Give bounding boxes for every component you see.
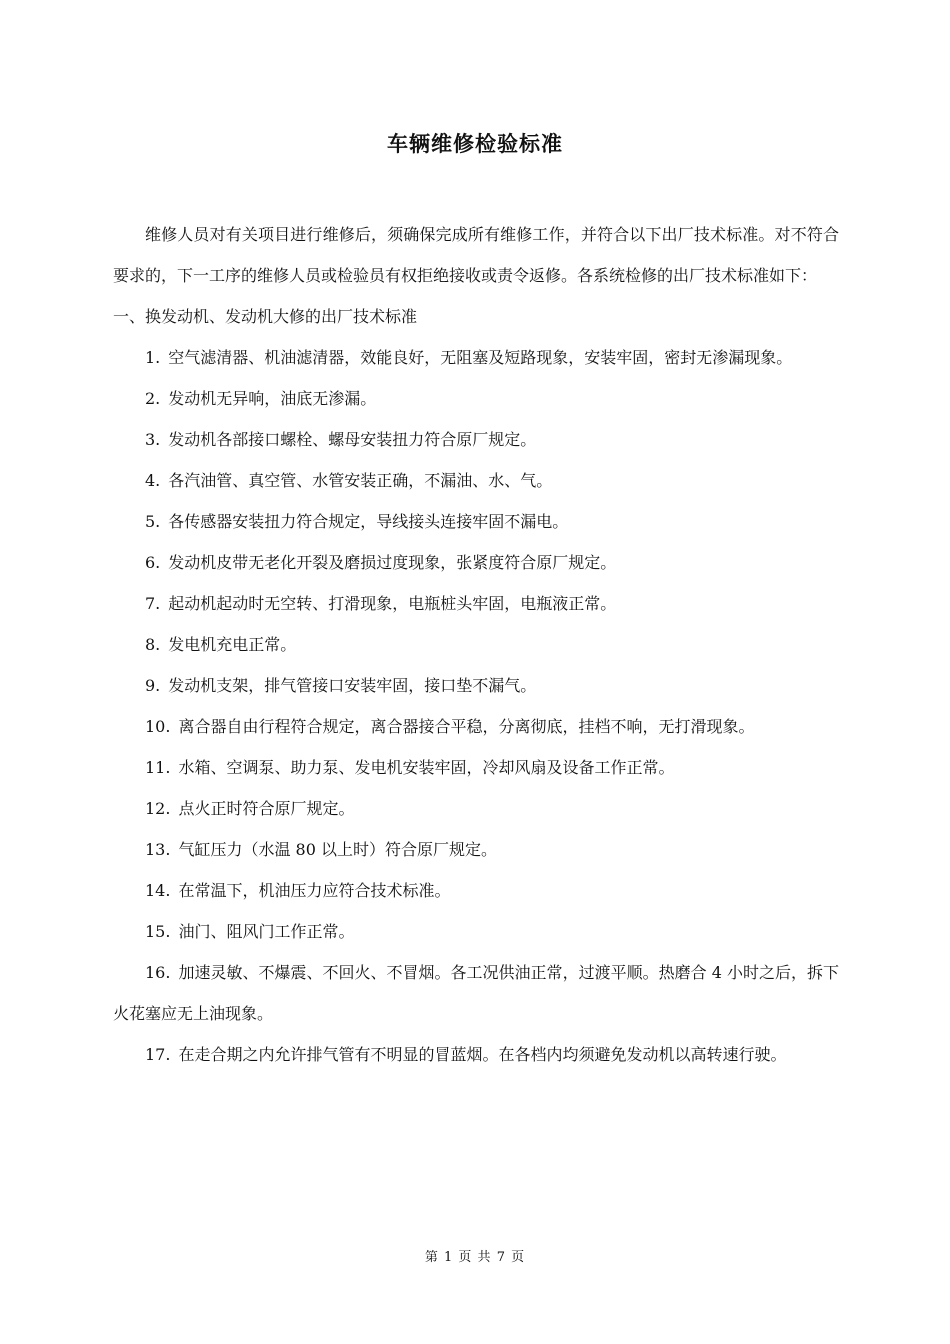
list-item-number: 7. [145,594,161,613]
list-item-number: 6. [145,553,161,572]
list-item-text: 空气滤清器、机油滤清器，效能良好，无阻塞及短路现象，安装牢固，密封无渗漏现象。 [168,348,793,367]
list-item-text: 加速灵敏、不爆震、不回火、不冒烟。各工况供油正常，过渡平顺。热磨合 4 小时之后，拆下火花塞应无上油现象。 [113,963,839,1023]
list-item-number: 13. [145,840,171,859]
list-item [113,583,839,624]
list-item-number: 15. [145,922,171,941]
list-item-text: 发电机充电正常。 [168,635,297,654]
list-item-number: 8. [145,635,161,654]
list-item-number: 16. [145,963,171,982]
list-item-number: 3. [145,430,161,449]
list-item-text: 水箱、空调泵、助力泵、发电机安装牢固，冷却风扇及设备工作正常。 [178,758,675,777]
list-item-text: 各汽油管、真空管、水管安装正确，不漏油、水、气。 [168,471,553,490]
intro-paragraph: 维修人员对有关项目进行维修后，须确保完成所有维修工作，并符合以下出厂技术标准。对不符合要求的，下一工序的维修人员或检验员有权拒绝接收或责令返修。各系统检修的出厂技术标准如下： [113,225,839,285]
standards-list [113,337,839,1075]
list-item [113,747,839,788]
list-item [113,1034,839,1075]
list-item [113,706,839,747]
list-item [113,378,839,419]
document-body [113,214,839,1075]
list-item-text: 油门、阻风门工作正常。 [178,922,355,941]
list-item-number: 11. [145,758,171,777]
list-item-number: 12. [145,799,171,818]
list-item [113,419,839,460]
document-title: 车辆维修检验标准 [387,132,563,156]
list-item [113,665,839,706]
list-item-text: 气缸压力（水温 80 以上时）符合原厂规定。 [178,840,497,859]
list-item-text: 发动机无异响，油底无渗漏。 [168,389,377,408]
section-heading: 一、换发动机、发动机大修的出厂技术标准 [113,307,418,326]
list-item [113,870,839,911]
list-item-text: 离合器自由行程符合规定，离合器接合平稳，分离彻底，挂档不响，无打滑现象。 [178,717,755,736]
list-item-number: 4. [145,471,161,490]
list-item-number: 14. [145,881,171,900]
list-item-number: 5. [145,512,161,531]
list-item-text: 点火正时符合原厂规定。 [178,799,355,818]
list-item [113,624,839,665]
list-item-text: 发动机支架，排气管接口安装牢固，接口垫不漏气。 [168,676,537,695]
list-item [113,911,839,952]
list-item-text: 发动机皮带无老化开裂及磨损过度现象，张紧度符合原厂规定。 [168,553,617,572]
list-item-text: 起动机起动时无空转、打滑现象，电瓶桩头牢固，电瓶液正常。 [168,594,617,613]
list-item [113,501,839,542]
list-item [113,952,839,1034]
page-footer: 第 1 页 共 7 页 [424,1250,526,1265]
list-item [113,788,839,829]
list-item-text: 在常温下，机油压力应符合技术标准。 [178,881,451,900]
list-item-number: 10. [145,717,171,736]
list-item-text: 发动机各部接口螺栓、螺母安装扭力符合原厂规定。 [168,430,537,449]
list-item-text: 在走合期之内允许排气管有不明显的冒蓝烟。在各档内均须避免发动机以高转速行驶。 [178,1045,787,1064]
list-item [113,829,839,870]
list-item-text: 各传感器安装扭力符合规定，导线接头连接牢固不漏电。 [168,512,569,531]
list-item [113,337,839,378]
list-item-number: 9. [145,676,161,695]
list-item [113,542,839,583]
list-item [113,460,839,501]
list-item-number: 2. [145,389,161,408]
list-item-number: 17. [145,1045,171,1064]
list-item-number: 1. [145,348,161,367]
